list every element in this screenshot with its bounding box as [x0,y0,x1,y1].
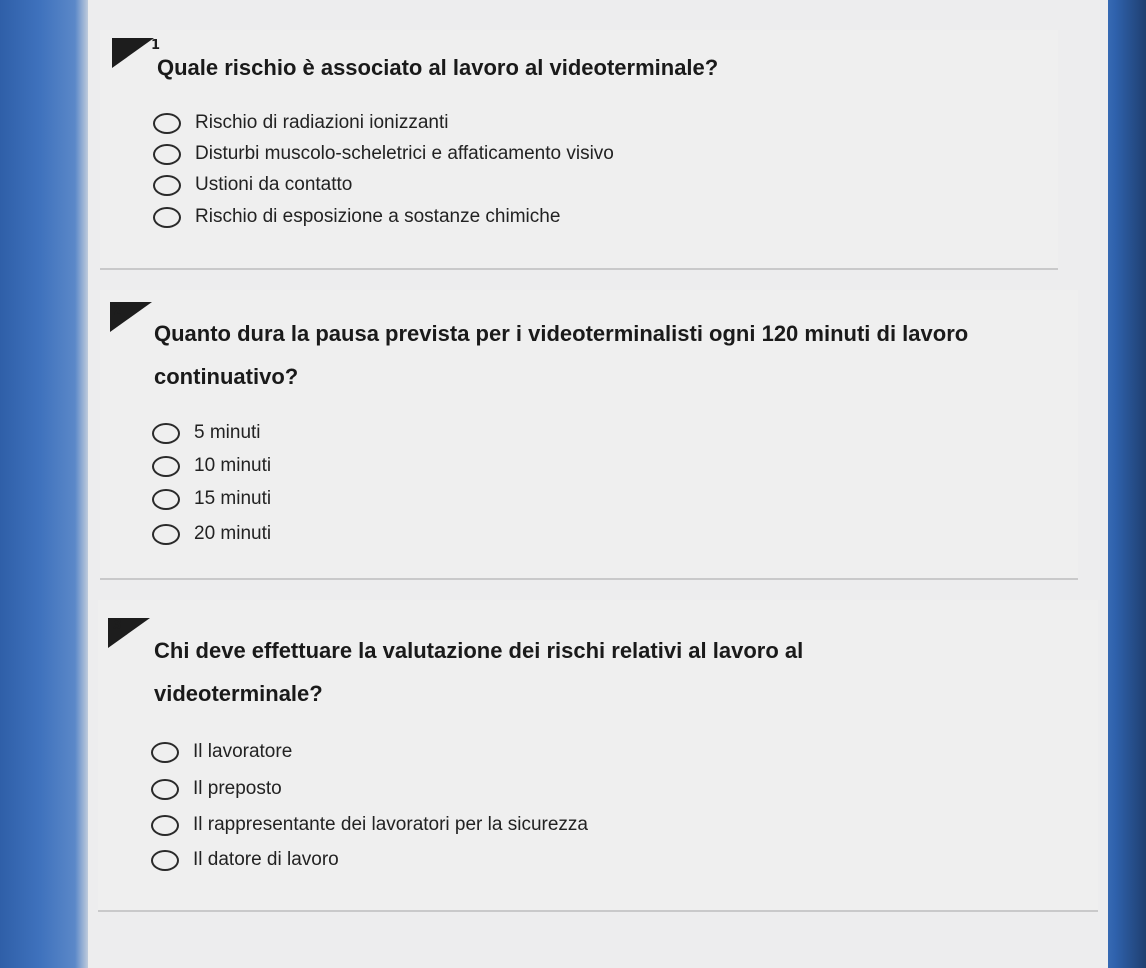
radio-button[interactable] [153,144,181,165]
option-label: Il datore di lavoro [193,849,339,870]
radio-button[interactable] [151,815,179,836]
option-label: Il lavoratore [193,741,293,762]
radio-button[interactable] [153,175,181,196]
radio-button[interactable] [152,524,180,545]
option-radio-2-3[interactable] [152,488,271,510]
option-radio-2-2[interactable] [152,455,271,477]
radio-button[interactable] [151,779,179,800]
option-radio-3-4[interactable] [151,849,339,871]
option-radio-1-3[interactable] [153,174,352,196]
question-text: Quale rischio è associato al lavoro al videoterminale? [157,55,719,80]
option-radio-3-1[interactable] [151,741,292,763]
option-label: Ustioni da contatto [195,174,353,195]
question-text: Quanto dura la pausa prevista per i videoterminalisti ogni 120 minuti di lavoro continuativo? [154,321,969,389]
question-text: Chi deve effettuare la valutazione dei rischi relativi al lavoro al videoterminale? [154,638,804,706]
radio-button[interactable] [153,113,181,134]
radio-button[interactable] [151,742,179,763]
option-label: 5 minuti [194,422,261,443]
option-label: Disturbi muscolo-scheletrici e affaticamento visivo [195,143,614,164]
option-label: 20 minuti [194,523,272,544]
option-radio-3-3[interactable] [151,814,588,836]
question-number: 2 [113,304,123,319]
radio-button[interactable] [153,207,181,228]
radio-button[interactable] [152,489,180,510]
option-label: Il preposto [193,778,282,799]
option-label: Il rappresentante dei lavoratori per la sicurezza [193,814,588,835]
radio-button[interactable] [151,850,179,871]
radio-button[interactable] [152,456,180,477]
option-radio-1-2[interactable] [153,143,614,165]
option-radio-1-4[interactable] [153,206,560,228]
question-number: 3 [113,618,123,633]
radio-button[interactable] [152,423,180,444]
option-radio-1-1[interactable] [153,112,448,134]
question-number: 1 [151,38,161,53]
option-label: Rischio di radiazioni ionizzanti [195,112,449,133]
option-label: 10 minuti [194,455,272,476]
option-radio-2-1[interactable] [152,422,261,444]
option-label: 15 minuti [194,488,272,509]
option-radio-3-2[interactable] [151,778,282,800]
option-radio-2-4[interactable] [152,523,271,545]
option-label: Rischio di esposizione a sostanze chimiche [195,206,561,227]
question-number-badge [112,38,154,68]
